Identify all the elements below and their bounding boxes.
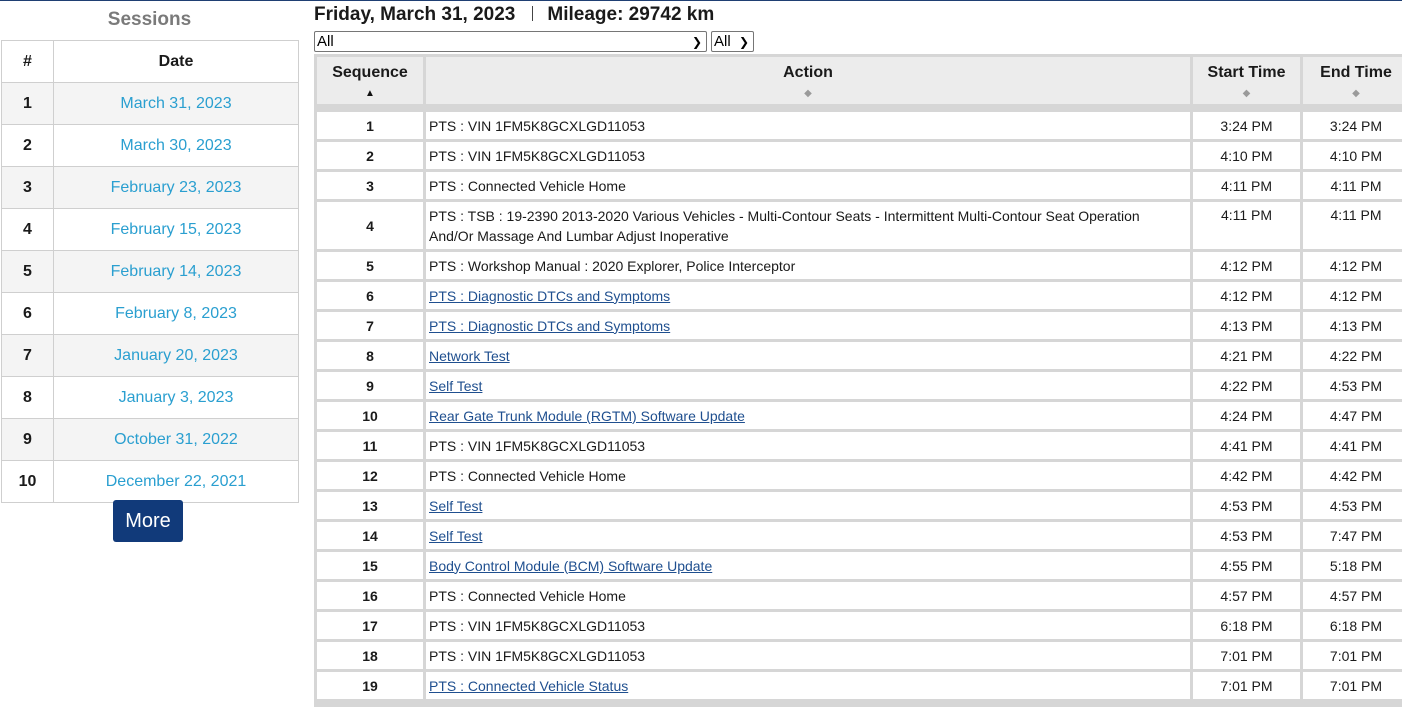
session-row[interactable] — [2, 209, 299, 251]
session-row[interactable] — [2, 167, 299, 209]
sort-both-icon[interactable]: ◆ — [1242, 88, 1251, 99]
session-row[interactable] — [2, 335, 299, 377]
action-cell — [426, 492, 1190, 519]
sessions-body — [2, 83, 299, 503]
session-number: 10 — [2, 461, 54, 503]
action-row — [317, 172, 1402, 199]
action-sequence: 8 — [317, 342, 423, 369]
action-start-time: 4:53 PM — [1193, 492, 1300, 519]
action-sequence: 2 — [317, 142, 423, 169]
session-number: 7 — [2, 335, 54, 377]
action-link[interactable]: Body Control Module (BCM) Software Update — [429, 557, 713, 574]
action-end-time: 7:01 PM — [1303, 642, 1402, 669]
session-mileage: Mileage: 29742 km — [547, 4, 715, 25]
action-text: PTS : Connected Vehicle Home — [429, 177, 626, 194]
action-cell — [426, 582, 1190, 609]
session-number: 6 — [2, 293, 54, 335]
action-link[interactable]: Self Test — [429, 497, 483, 514]
action-cell — [426, 612, 1190, 639]
action-cell — [426, 552, 1190, 579]
col-end-time-label: End Time — [1320, 64, 1392, 81]
session-row[interactable] — [2, 251, 299, 293]
action-end-time: 4:42 PM — [1303, 462, 1402, 489]
action-row — [317, 432, 1402, 459]
session-date-link[interactable]: February 15, 2023 — [54, 209, 299, 251]
action-sequence: 16 — [317, 582, 423, 609]
action-row — [317, 552, 1402, 579]
col-action-label: Action — [783, 64, 833, 81]
action-sequence: 6 — [317, 282, 423, 309]
action-cell — [426, 522, 1190, 549]
action-sequence: 14 — [317, 522, 423, 549]
action-text: PTS : Connected Vehicle Home — [429, 587, 626, 604]
action-start-time: 4:55 PM — [1193, 552, 1300, 579]
session-date-link[interactable]: December 22, 2021 — [54, 461, 299, 503]
action-start-time: 4:10 PM — [1193, 142, 1300, 169]
col-start-time-label: Start Time — [1207, 64, 1286, 81]
action-text: PTS : TSB : 19-2390 2013-2020 Various Vehicles - Multi-Contour Seats - Intermittent Multi-Contour Seat Operation And/Or Massage And Lumbar Adjust Inoperative — [429, 207, 1140, 244]
col-end-time-header[interactable] — [1303, 57, 1402, 104]
secondary-filter-select[interactable] — [711, 31, 754, 52]
sessions-col-date: Date — [54, 41, 299, 83]
action-sequence: 9 — [317, 372, 423, 399]
more-button[interactable]: More — [113, 500, 183, 542]
sort-both-icon[interactable]: ◆ — [1352, 88, 1360, 99]
action-end-time: 4:57 PM — [1303, 582, 1402, 609]
action-link[interactable]: PTS : Diagnostic DTCs and Symptoms — [429, 287, 671, 304]
session-number: 4 — [2, 209, 54, 251]
chevron-down-icon: ❯ — [738, 35, 749, 49]
action-start-time: 4:42 PM — [1193, 462, 1300, 489]
action-link[interactable]: PTS : Diagnostic DTCs and Symptoms — [429, 317, 671, 334]
session-row[interactable] — [2, 377, 299, 419]
action-link[interactable]: Rear Gate Trunk Module (RGTM) Software Update — [429, 407, 745, 424]
actions-table — [314, 54, 1402, 702]
action-end-time: 4:13 PM — [1303, 312, 1402, 339]
session-date: Friday, March 31, 2023 — [314, 4, 516, 25]
action-row — [317, 342, 1402, 369]
heading-divider — [532, 6, 533, 21]
action-sequence: 10 — [317, 402, 423, 429]
action-text: PTS : VIN 1FM5K8GCXLGD11053 — [429, 647, 646, 664]
action-cell — [426, 282, 1190, 309]
action-start-time: 4:53 PM — [1193, 522, 1300, 549]
secondary-filter-value: All — [714, 33, 731, 50]
action-link[interactable]: Network Test — [429, 347, 510, 364]
action-start-time: 4:11 PM — [1193, 172, 1300, 199]
action-sequence: 4 — [317, 202, 423, 249]
action-sequence: 12 — [317, 462, 423, 489]
action-end-time: 4:47 PM — [1303, 402, 1402, 429]
action-end-time: 7:47 PM — [1303, 522, 1402, 549]
action-start-time: 4:24 PM — [1193, 402, 1300, 429]
action-start-time: 4:57 PM — [1193, 582, 1300, 609]
action-cell — [426, 372, 1190, 399]
action-end-time: 4:53 PM — [1303, 372, 1402, 399]
action-row — [317, 672, 1402, 699]
action-sequence: 17 — [317, 612, 423, 639]
action-end-time: 4:10 PM — [1303, 142, 1402, 169]
session-number: 1 — [2, 83, 54, 125]
action-start-time: 4:13 PM — [1193, 312, 1300, 339]
action-end-time: 4:11 PM — [1303, 202, 1402, 249]
action-sequence: 15 — [317, 552, 423, 579]
spacer-cell — [1193, 107, 1300, 109]
sessions-table — [1, 40, 299, 503]
sessions-col-number: # — [2, 41, 54, 83]
sort-ascending-icon[interactable]: ▲ — [365, 88, 375, 99]
action-start-time: 4:12 PM — [1193, 282, 1300, 309]
action-start-time: 4:12 PM — [1193, 252, 1300, 279]
sessions-title: Sessions — [107, 9, 192, 30]
action-cell — [426, 252, 1190, 279]
session-date-link[interactable]: February 14, 2023 — [54, 251, 299, 293]
session-row[interactable] — [2, 83, 299, 125]
spacer-cell — [426, 107, 1190, 109]
session-number: 3 — [2, 167, 54, 209]
action-start-time: 4:41 PM — [1193, 432, 1300, 459]
session-date-link[interactable]: March 30, 2023 — [54, 125, 299, 167]
action-cell — [426, 402, 1190, 429]
session-number: 8 — [2, 377, 54, 419]
action-row — [317, 402, 1402, 429]
action-type-select[interactable] — [314, 31, 707, 52]
action-sequence: 5 — [317, 252, 423, 279]
action-cell — [426, 202, 1190, 249]
header-spacer — [317, 107, 1402, 109]
action-cell — [426, 172, 1190, 199]
col-sequence-label: Sequence — [332, 64, 408, 81]
action-sequence: 19 — [317, 672, 423, 699]
action-end-time: 4:12 PM — [1303, 282, 1402, 309]
session-number: 2 — [2, 125, 54, 167]
action-row — [317, 282, 1402, 309]
session-date-link[interactable]: February 23, 2023 — [54, 167, 299, 209]
action-row — [317, 252, 1402, 279]
action-end-time: 4:53 PM — [1303, 492, 1402, 519]
session-number: 5 — [2, 251, 54, 293]
action-row — [317, 462, 1402, 489]
action-row — [317, 142, 1402, 169]
action-row — [317, 642, 1402, 669]
action-row — [317, 202, 1402, 249]
action-cell — [426, 432, 1190, 459]
session-detail — [314, 0, 1402, 54]
session-row[interactable] — [2, 293, 299, 335]
action-text: PTS : VIN 1FM5K8GCXLGD11053 — [429, 437, 646, 454]
action-start-time: 7:01 PM — [1193, 642, 1300, 669]
action-text: PTS : Workshop Manual : 2020 Explorer, Police Interceptor — [429, 257, 796, 274]
action-start-time: 4:22 PM — [1193, 372, 1300, 399]
action-sequence: 18 — [317, 642, 423, 669]
action-cell — [426, 462, 1190, 489]
action-sequence: 1 — [317, 112, 423, 139]
action-text: PTS : VIN 1FM5K8GCXLGD11053 — [429, 617, 646, 634]
action-sequence: 7 — [317, 312, 423, 339]
action-row — [317, 112, 1402, 139]
action-cell — [426, 312, 1190, 339]
action-cell — [426, 142, 1190, 169]
action-end-time: 4:11 PM — [1303, 172, 1402, 199]
action-start-time: 4:21 PM — [1193, 342, 1300, 369]
action-cell — [426, 672, 1190, 699]
action-start-time: 6:18 PM — [1193, 612, 1300, 639]
action-sequence: 13 — [317, 492, 423, 519]
session-date-link[interactable]: October 31, 2022 — [54, 419, 299, 461]
action-row — [317, 582, 1402, 609]
chevron-down-icon: ❯ — [691, 35, 702, 49]
action-text: PTS : VIN 1FM5K8GCXLGD11053 — [429, 117, 646, 134]
action-end-time: 6:18 PM — [1303, 612, 1402, 639]
session-row[interactable] — [2, 461, 299, 503]
action-text: PTS : Connected Vehicle Home — [429, 467, 626, 484]
session-row[interactable] — [2, 419, 299, 461]
session-heading — [314, 0, 1402, 30]
action-end-time: 5:18 PM — [1303, 552, 1402, 579]
col-sequence-header[interactable] — [317, 57, 423, 104]
session-date-link[interactable]: January 3, 2023 — [54, 377, 299, 419]
action-link[interactable]: Self Test — [429, 377, 483, 394]
session-date-link[interactable]: January 20, 2023 — [54, 335, 299, 377]
action-end-time: 7:01 PM — [1303, 672, 1402, 699]
action-text: PTS : VIN 1FM5K8GCXLGD11053 — [429, 147, 646, 164]
actions-grid — [314, 54, 1402, 707]
session-date-link[interactable]: February 8, 2023 — [54, 293, 299, 335]
action-sequence: 11 — [317, 432, 423, 459]
sort-both-icon[interactable]: ◆ — [804, 88, 812, 99]
action-row — [317, 312, 1402, 339]
action-link[interactable]: Self Test — [429, 527, 483, 544]
session-number: 9 — [2, 419, 54, 461]
action-end-time: 4:22 PM — [1303, 342, 1402, 369]
action-cell — [426, 112, 1190, 139]
action-start-time: 3:24 PM — [1193, 112, 1300, 139]
spacer-cell — [317, 107, 423, 109]
action-row — [317, 612, 1402, 639]
action-start-time: 4:11 PM — [1193, 202, 1300, 249]
spacer-cell — [1303, 107, 1402, 109]
col-action-header[interactable] — [426, 57, 1190, 104]
actions-body — [317, 107, 1402, 699]
action-end-time: 4:12 PM — [1303, 252, 1402, 279]
filters-bar — [314, 30, 1402, 54]
sessions-panel — [1, 0, 298, 503]
action-link[interactable]: PTS : Connected Vehicle Status — [429, 677, 629, 694]
session-date-link[interactable]: March 31, 2023 — [54, 83, 299, 125]
action-row — [317, 522, 1402, 549]
action-type-value: All — [317, 33, 334, 50]
action-cell — [426, 342, 1190, 369]
col-start-time-header[interactable] — [1193, 57, 1300, 104]
action-sequence: 3 — [317, 172, 423, 199]
action-cell — [426, 642, 1190, 669]
action-end-time: 4:41 PM — [1303, 432, 1402, 459]
action-row — [317, 372, 1402, 399]
action-row — [317, 492, 1402, 519]
action-start-time: 7:01 PM — [1193, 672, 1300, 699]
action-end-time: 3:24 PM — [1303, 112, 1402, 139]
session-row[interactable] — [2, 125, 299, 167]
